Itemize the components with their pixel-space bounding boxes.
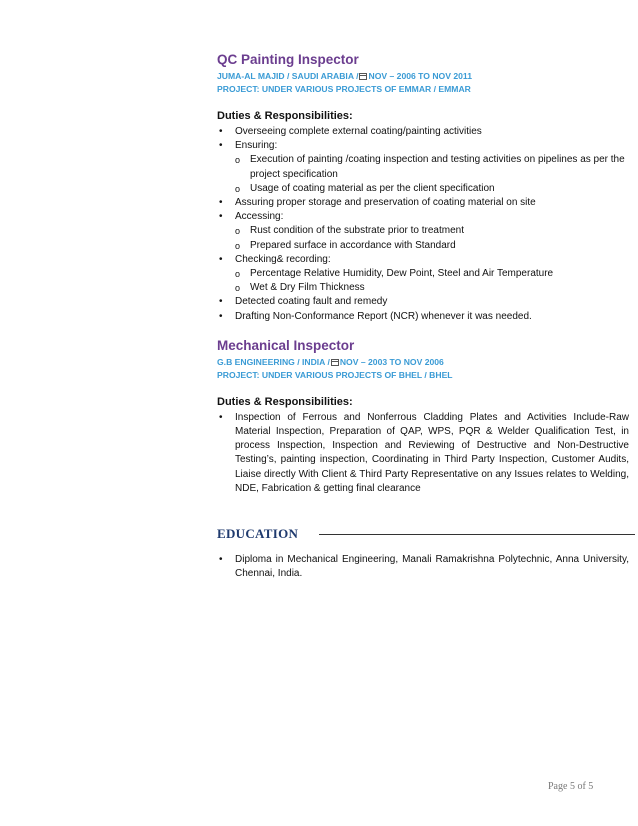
sub-list-item: o Usage of coating material as per the client specification [235,182,629,196]
duties-list [217,125,629,324]
duties-heading: Duties & Responsibilities: [217,395,353,408]
job-company-dates [217,356,629,369]
job-company-dates [217,70,629,83]
job-project: PROJECT: UNDER VARIOUS PROJECTS OF EMMAR / EMMAR [217,84,471,94]
bullet-icon: • [219,126,223,137]
list-item: • Ensuring: o Execution of painting /coating inspection and testing activities on pipelines as per the project specification o Usage of coating material as per the client specification [217,139,629,196]
sub-list-item: o Percentage Relative Humidity, Dew Point, Steel and Air Temperature [235,267,629,281]
sub-list-item: o Prepared surface in accordance with Standard [235,239,629,253]
list-item: • Inspection of Ferrous and Nonferrous Cladding Plates and Activities Include-Raw Material Inspection, Preparation of QAP, WPS, PQR & Welder Qualification Test, in process Inspection, Inspection and Reviewing of Destructive and Non-Destructive Testing’s, painting inspection, Coordinating in Third Party Inspection, Customer Audits, Liaise directly With Client & Third Party Representative on any Issues relates to Welding, NDE, Fabrication & getting final clearance [219,411,629,494]
education-header [217,526,635,544]
job-entry [217,52,629,324]
list-item: • Overseeing complete external coating/painting activities [217,125,629,139]
bullet-icon: • [219,411,223,423]
list-item: • Accessing: o Rust condition of the substrate prior to treatment o Prepared surface in accordance with Standard [217,210,629,253]
sub-list [235,224,629,252]
bullet-icon: • [219,140,223,152]
list-item: • Diploma in Mechanical Engineering, Manali Ramakrishna Polytechnic, Anna University, Chennai, India. [219,554,629,580]
bullet-icon: • [219,554,223,565]
job-dates: NOV – 2003 TO NOV 2006 [339,356,444,367]
education-heading: EDUCATION [217,526,299,541]
divider [319,534,635,535]
circle-bullet-icon: o [235,269,241,280]
bullet-icon: • [219,211,223,223]
job-company: JUMA-AL MAJID / SAUDI ARABIA / [217,71,359,81]
circle-bullet-icon: o [235,183,241,194]
job-entry [217,338,629,496]
job-dates: NOV – 2006 TO NOV 2011 [368,71,472,81]
bullet-icon: • [219,253,223,265]
duties-list [217,411,629,496]
sub-list [235,153,629,196]
page-number: Page 5 of 5 [548,781,594,792]
job-title: Mechanical Inspector [217,337,355,353]
sub-list [235,267,629,295]
duties-heading: Duties & Responsibilities: [217,110,353,122]
list-item: • Checking& recording: o Percentage Relative Humidity, Dew Point, Steel and Air Temperature o Wet & Dry Film Thickness [217,253,629,296]
bullet-icon: • [219,310,223,322]
circle-bullet-icon: o [235,240,241,251]
circle-bullet-icon: o [235,155,241,166]
circle-bullet-icon: o [235,226,241,237]
bullet-icon: • [219,197,223,209]
circle-bullet-icon: o [235,283,241,294]
job-project: PROJECT: UNDER VARIOUS PROJECTS OF BHEL / BHEL [217,369,453,380]
list-item: • Assuring proper storage and preservation of coating material on site [217,196,629,210]
education-list [217,553,629,581]
calendar-icon [331,359,339,366]
job-title: QC Painting Inspector [217,52,359,67]
sub-list-item: o Execution of painting /coating inspection and testing activities on pipelines as per the project specification [235,154,625,180]
bullet-icon: • [219,296,223,308]
list-item: • Detected coating fault and remedy [217,295,629,309]
job-company: G.B ENGINEERING / INDIA / [217,356,330,367]
sub-list-item: o Wet & Dry Film Thickness [235,281,629,295]
experience-section [217,52,629,496]
sub-list-item: o Rust condition of the substrate prior to treatment [235,224,629,238]
list-item: • Drafting Non-Conformance Report (NCR) whenever it was needed. [217,310,629,324]
calendar-icon [359,73,367,80]
